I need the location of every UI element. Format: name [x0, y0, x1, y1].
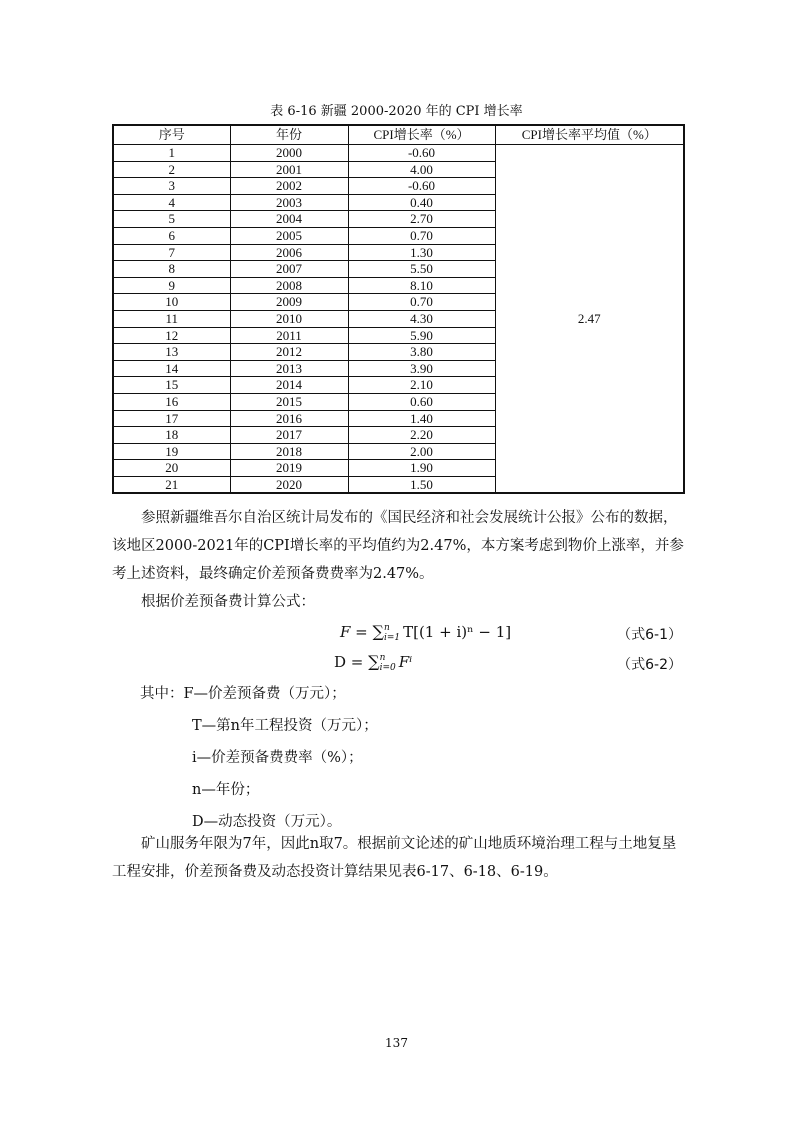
- formula2-lhs: D =: [334, 653, 369, 671]
- cell-index: 10: [113, 294, 230, 311]
- cell-cpi-rate: 4.00: [348, 161, 495, 178]
- cell-index: 14: [113, 360, 230, 377]
- header-index: 序号: [113, 125, 230, 145]
- cell-year: 2001: [230, 161, 348, 178]
- cell-index: 13: [113, 344, 230, 361]
- cell-cpi-rate: 0.70: [348, 294, 495, 311]
- cell-index: 21: [113, 476, 230, 493]
- formula2-tag: （式6-2）: [617, 657, 682, 673]
- cell-index: 8: [113, 261, 230, 278]
- cell-year: 2014: [230, 377, 348, 394]
- cell-year: 2009: [230, 294, 348, 311]
- cell-year: 2015: [230, 393, 348, 410]
- table-header-row: [113, 125, 684, 145]
- cell-cpi-rate: 0.60: [348, 393, 495, 410]
- cell-cpi-average: 2.47: [495, 145, 684, 494]
- formula1-sum: ∑: [372, 622, 384, 641]
- cell-year: 2006: [230, 244, 348, 261]
- formula2-lower: i=0: [379, 663, 396, 673]
- formula1-upper: n: [383, 623, 390, 633]
- cell-cpi-rate: 0.40: [348, 194, 495, 211]
- header-year: 年份: [230, 125, 348, 145]
- cell-index: 12: [113, 327, 230, 344]
- cell-index: 18: [113, 427, 230, 444]
- definition-T: T—第n年工程投资（万元）；: [192, 718, 378, 734]
- cell-cpi-rate: 1.30: [348, 244, 495, 261]
- table-caption: 表 6-16 新疆 2000-2020 年的 CPI 增长率: [270, 104, 523, 119]
- cell-year: 2002: [230, 178, 348, 195]
- cell-cpi-rate: 0.70: [348, 227, 495, 244]
- formula1-body: T[(1 + i)ⁿ − 1]: [403, 623, 512, 641]
- cell-year: 2003: [230, 194, 348, 211]
- formula-6-2: [112, 650, 686, 676]
- cell-year: 2008: [230, 277, 348, 294]
- formula1-tag: （式6-1）: [617, 627, 682, 643]
- cell-index: 20: [113, 460, 230, 477]
- definition-i: i—价差预备费费率（%）；: [192, 750, 363, 766]
- cell-year: 2010: [230, 310, 348, 327]
- formula2-sum: ∑: [368, 652, 380, 671]
- cell-index: 4: [113, 194, 230, 211]
- cell-cpi-rate: 1.90: [348, 460, 495, 477]
- header-cpi-average: CPI增长率平均值（%）: [495, 125, 684, 145]
- paragraph-cpi-source: 参照新疆维吾尔自治区统计局发布的《国民经济和社会发展统计公报》公布的数据，该地区2000-2021年的CPI增长率的平均值约为2.47%，本方案考虑到物价上涨率，并参考上述资料，最终确定价差预备费费率为2.47%。: [112, 510, 684, 582]
- formula2-body: Fⁱ: [398, 653, 413, 671]
- cell-cpi-rate: 3.90: [348, 360, 495, 377]
- cell-year: 2017: [230, 427, 348, 444]
- cell-cpi-rate: -0.60: [348, 178, 495, 195]
- cell-cpi-rate: 5.90: [348, 327, 495, 344]
- cell-year: 2018: [230, 443, 348, 460]
- cell-year: 2012: [230, 344, 348, 361]
- cell-year: 2013: [230, 360, 348, 377]
- cell-cpi-rate: 3.80: [348, 344, 495, 361]
- paragraph-service-years: 矿山服务年限为7年，因此n取7。根据前文论述的矿山地质环境治理工程与土地复垦工程安排，价差预备费及动态投资计算结果见表6-17、6-18、6-19。: [112, 836, 677, 880]
- cell-cpi-rate: 2.00: [348, 443, 495, 460]
- formula1-lhs: F =: [340, 623, 373, 641]
- table-row: [113, 145, 684, 162]
- cell-index: 7: [113, 244, 230, 261]
- cell-year: 2020: [230, 476, 348, 493]
- cell-index: 1: [113, 145, 230, 162]
- cell-index: 16: [113, 393, 230, 410]
- cell-year: 2007: [230, 261, 348, 278]
- definition-F: 其中：F—价差预备费（万元）；: [140, 686, 346, 702]
- cell-cpi-rate: 1.40: [348, 410, 495, 427]
- cell-index: 5: [113, 211, 230, 228]
- cell-index: 19: [113, 443, 230, 460]
- cell-year: 2004: [230, 211, 348, 228]
- definition-D: D—动态投资（万元）。: [192, 814, 342, 830]
- formula2-upper: n: [379, 653, 386, 663]
- cell-cpi-rate: 5.50: [348, 261, 495, 278]
- cell-cpi-rate: 2.20: [348, 427, 495, 444]
- definition-n: n—年份；: [192, 782, 260, 798]
- page-number: 137: [385, 1036, 408, 1050]
- cell-cpi-rate: 8.10: [348, 277, 495, 294]
- cell-cpi-rate: 2.70: [348, 211, 495, 228]
- cell-index: 9: [113, 277, 230, 294]
- header-cpi-rate: CPI增长率（%）: [348, 125, 495, 145]
- paragraph-formula-intro: 根据价差预备费计算公式：: [141, 594, 315, 610]
- formula-6-1: [112, 620, 686, 646]
- cell-index: 17: [113, 410, 230, 427]
- cell-index: 2: [113, 161, 230, 178]
- cell-year: 2019: [230, 460, 348, 477]
- cell-cpi-rate: 4.30: [348, 310, 495, 327]
- cell-year: 2011: [230, 327, 348, 344]
- cpi-table: [112, 124, 685, 494]
- cell-cpi-rate: 1.50: [348, 476, 495, 493]
- cell-index: 6: [113, 227, 230, 244]
- cell-cpi-rate: 2.10: [348, 377, 495, 394]
- cell-index: 11: [113, 310, 230, 327]
- cell-cpi-rate: -0.60: [348, 145, 495, 162]
- cell-year: 2005: [230, 227, 348, 244]
- cell-year: 2000: [230, 145, 348, 162]
- cell-year: 2016: [230, 410, 348, 427]
- cell-index: 15: [113, 377, 230, 394]
- formula1-lower: i=1: [383, 633, 401, 643]
- cell-index: 3: [113, 178, 230, 195]
